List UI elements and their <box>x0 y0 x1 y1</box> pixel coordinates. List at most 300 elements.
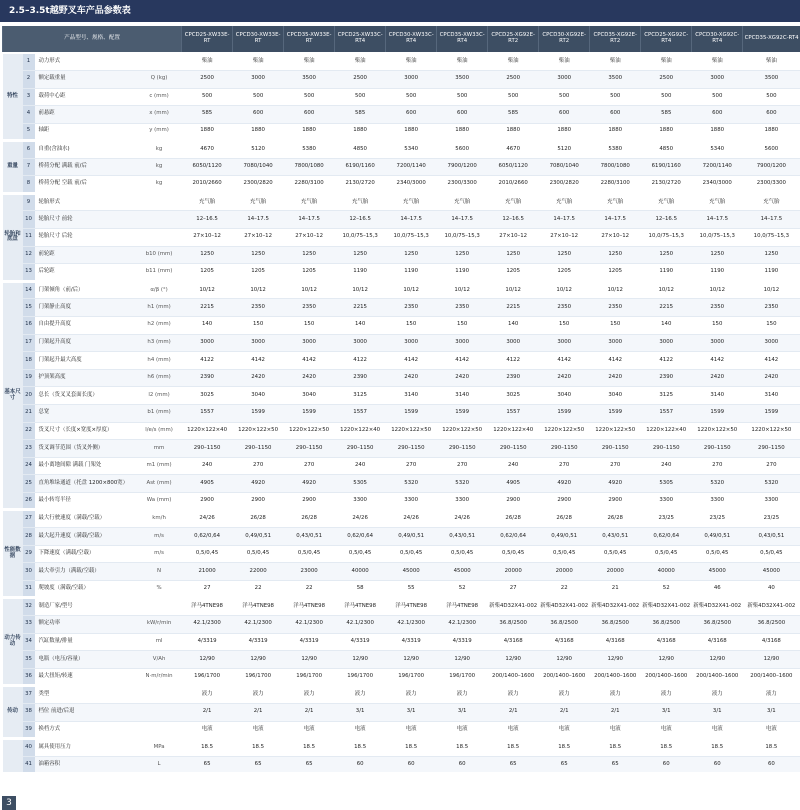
param-value: 4142 <box>386 352 437 370</box>
param-value: 充气胎 <box>539 193 590 211</box>
param-value: 10/12 <box>641 281 692 299</box>
param-value: 65 <box>488 756 539 774</box>
param-value: 充气胎 <box>743 193 800 211</box>
param-value: 150 <box>233 316 284 334</box>
param-value: 新柴4D32X41-002 <box>743 598 800 616</box>
param-value: 1599 <box>539 404 590 422</box>
param-name: 属具使用压力 <box>35 739 137 757</box>
table-row <box>3 88 800 106</box>
param-value: 0,62/0,64 <box>335 528 386 546</box>
param-value: 0,5/0,45 <box>743 545 800 563</box>
param-value: 150 <box>743 316 800 334</box>
param-value: 12/90 <box>335 651 386 669</box>
param-value: 7080/1040 <box>539 158 590 176</box>
param-value: 柴油 <box>233 53 284 71</box>
table-row <box>3 369 800 387</box>
param-value: 10/12 <box>590 281 641 299</box>
param-unit: m/s <box>137 528 182 546</box>
row-number: 22 <box>23 422 35 440</box>
param-value: 2350 <box>233 299 284 317</box>
param-value: 1880 <box>335 123 386 141</box>
param-value: 1205 <box>539 264 590 282</box>
param-value: 500 <box>437 88 488 106</box>
param-value: 150 <box>386 316 437 334</box>
param-value: 1599 <box>284 404 335 422</box>
param-value: 0,49/0,51 <box>386 528 437 546</box>
param-unit: l/e/s (mm) <box>137 422 182 440</box>
row-number: 34 <box>23 633 35 651</box>
param-value: 45000 <box>743 563 800 581</box>
param-value: 柴油 <box>743 53 800 71</box>
param-value: 新柴4D32X41-002 <box>692 598 743 616</box>
param-value: 1220×122×50 <box>233 422 284 440</box>
param-value: 2280/3100 <box>284 176 335 194</box>
param-value: 46 <box>692 580 743 598</box>
param-value: 290–1150 <box>692 440 743 458</box>
param-value: 电液 <box>743 721 800 739</box>
param-value: 1250 <box>539 246 590 264</box>
param-value: 2280/3100 <box>590 176 641 194</box>
row-number: 4 <box>23 106 35 124</box>
param-value: 26/28 <box>590 510 641 528</box>
table-row <box>3 510 800 528</box>
param-value: 140 <box>335 316 386 334</box>
param-value: 2010/2660 <box>182 176 233 194</box>
param-value: 2/1 <box>233 704 284 722</box>
param-value: 20000 <box>539 563 590 581</box>
param-value: 液力 <box>539 686 590 704</box>
param-value: 液力 <box>284 686 335 704</box>
param-value: 4670 <box>488 141 539 159</box>
param-value: 36.8/2500 <box>488 616 539 634</box>
param-value: 4850 <box>641 141 692 159</box>
param-value: 1250 <box>743 246 800 264</box>
param-value: 充气胎 <box>488 193 539 211</box>
param-value: 2390 <box>182 369 233 387</box>
param-value: 电液 <box>386 721 437 739</box>
param-name: 电瓶（电压/容量） <box>35 651 137 669</box>
table-row <box>3 352 800 370</box>
param-value: 42.1/2300 <box>233 616 284 634</box>
param-name: 换档方式 <box>35 721 137 739</box>
param-value: 柴油 <box>386 53 437 71</box>
table-row <box>3 53 800 71</box>
param-value: 26/28 <box>284 510 335 528</box>
param-value: 电液 <box>284 721 335 739</box>
row-number: 21 <box>23 404 35 422</box>
param-value: 4122 <box>182 352 233 370</box>
param-value: 电液 <box>233 721 284 739</box>
row-number: 37 <box>23 686 35 704</box>
param-value: 36.8/2500 <box>743 616 800 634</box>
param-value: 1599 <box>692 404 743 422</box>
param-value: 196/1700 <box>233 668 284 686</box>
param-value: 2350 <box>437 299 488 317</box>
param-value: 3125 <box>335 387 386 405</box>
param-value: 电液 <box>182 721 233 739</box>
param-value: 1220×122×40 <box>335 422 386 440</box>
param-unit: % <box>137 580 182 598</box>
param-value: 1190 <box>386 264 437 282</box>
param-value: 140 <box>488 316 539 334</box>
param-value: 0,5/0,45 <box>590 545 641 563</box>
table-row <box>3 387 800 405</box>
param-value: 27×10–12 <box>590 228 641 246</box>
param-value: 2300/2820 <box>233 176 284 194</box>
model-header: CPCD30-XW33E-RT <box>233 26 284 53</box>
param-value: 3000 <box>233 71 284 89</box>
param-unit: kW/r/min <box>137 616 182 634</box>
param-value: 2300/2820 <box>539 176 590 194</box>
param-value: 10/12 <box>182 281 233 299</box>
model-header: CPCD25-XW33E-RT <box>182 26 233 53</box>
param-value: 液力 <box>590 686 641 704</box>
param-unit: kg <box>137 141 182 159</box>
param-value: 1205 <box>488 264 539 282</box>
row-number: 20 <box>23 387 35 405</box>
param-value: 0,49/0,51 <box>692 528 743 546</box>
param-unit: N·m/r/min <box>137 668 182 686</box>
param-value: 22000 <box>233 563 284 581</box>
table-row <box>3 228 800 246</box>
param-value: 12/90 <box>641 651 692 669</box>
param-value: 0,43/0,51 <box>284 528 335 546</box>
param-value: 2500 <box>488 71 539 89</box>
param-value: 18.5 <box>233 739 284 757</box>
group-label: 动力传动 <box>3 598 23 686</box>
param-value: 洋马4TNE98 <box>335 598 386 616</box>
param-value: 290–1150 <box>743 440 800 458</box>
param-unit: h3 (mm) <box>137 334 182 352</box>
table-row <box>3 158 800 176</box>
param-value: 3140 <box>386 387 437 405</box>
param-value: 600 <box>743 106 800 124</box>
param-value: 290–1150 <box>539 440 590 458</box>
param-unit: kg <box>137 176 182 194</box>
param-value: 4/3168 <box>539 633 590 651</box>
param-value: 45000 <box>692 563 743 581</box>
param-value: 24/26 <box>182 510 233 528</box>
param-value: 24/26 <box>437 510 488 528</box>
param-value: 14–17.5 <box>284 211 335 229</box>
param-value: 3/1 <box>692 704 743 722</box>
param-value: 7900/1200 <box>437 158 488 176</box>
param-unit: MPa <box>137 739 182 757</box>
param-value: 1220×122×50 <box>692 422 743 440</box>
param-value: 1599 <box>437 404 488 422</box>
param-unit: L <box>137 756 182 774</box>
param-unit: h6 (mm) <box>137 369 182 387</box>
param-value: 3000 <box>539 334 590 352</box>
group-label: 轮胎和底盘 <box>3 193 23 281</box>
param-value: 0,5/0,45 <box>488 545 539 563</box>
param-value: 600 <box>692 106 743 124</box>
param-value: 3040 <box>539 387 590 405</box>
table-row <box>3 563 800 581</box>
param-value: 4142 <box>539 352 590 370</box>
param-name: 护顶架高度 <box>35 369 137 387</box>
table-row <box>3 123 800 141</box>
param-value: 150 <box>539 316 590 334</box>
param-value: 4142 <box>437 352 488 370</box>
param-name: 自重(含油水) <box>35 141 137 159</box>
param-value: 36.8/2500 <box>539 616 590 634</box>
param-value: 10/12 <box>539 281 590 299</box>
row-number: 29 <box>23 545 35 563</box>
param-unit: b10 (mm) <box>137 246 182 264</box>
param-value: 1250 <box>692 246 743 264</box>
row-number: 33 <box>23 616 35 634</box>
table-row <box>3 106 800 124</box>
param-unit: Ast (mm) <box>137 475 182 493</box>
param-value: 290–1150 <box>182 440 233 458</box>
param-value: 3000 <box>284 334 335 352</box>
table-row <box>3 141 800 159</box>
row-number: 31 <box>23 580 35 598</box>
param-value: 6050/1120 <box>182 158 233 176</box>
param-value: 5305 <box>641 475 692 493</box>
param-value: 45000 <box>437 563 488 581</box>
param-value: 2340/3000 <box>692 176 743 194</box>
param-value: 290–1150 <box>590 440 641 458</box>
param-value: 1599 <box>386 404 437 422</box>
param-value: 200/1400–1600 <box>488 668 539 686</box>
param-value: 2390 <box>335 369 386 387</box>
param-value: 27 <box>182 580 233 598</box>
param-value: 3500 <box>743 71 800 89</box>
row-number: 36 <box>23 668 35 686</box>
param-value: 0,5/0,45 <box>182 545 233 563</box>
param-value: 12/90 <box>743 651 800 669</box>
table-row <box>3 528 800 546</box>
param-value: 500 <box>488 88 539 106</box>
param-value: 12/90 <box>437 651 488 669</box>
row-number: 13 <box>23 264 35 282</box>
param-unit: h2 (mm) <box>137 316 182 334</box>
param-value: 液力 <box>233 686 284 704</box>
param-value: 55 <box>386 580 437 598</box>
param-value: 23000 <box>284 563 335 581</box>
param-value: 2420 <box>539 369 590 387</box>
param-value: 290–1150 <box>488 440 539 458</box>
param-value: 60 <box>641 756 692 774</box>
param-value: 2900 <box>233 492 284 510</box>
row-number: 24 <box>23 457 35 475</box>
param-unit <box>137 721 182 739</box>
param-value: 21000 <box>182 563 233 581</box>
param-name: 最大扭矩/转速 <box>35 668 137 686</box>
param-value: 电液 <box>641 721 692 739</box>
table-row <box>3 545 800 563</box>
param-value: 0,5/0,45 <box>692 545 743 563</box>
param-value: 1220×122×50 <box>590 422 641 440</box>
param-value: 1220×122×50 <box>743 422 800 440</box>
param-value: 1880 <box>437 123 488 141</box>
param-value: 600 <box>284 106 335 124</box>
param-value: 1880 <box>386 123 437 141</box>
param-value: 新柴4D32X41-002 <box>488 598 539 616</box>
row-number: 40 <box>23 739 35 757</box>
param-value: 1250 <box>284 246 335 264</box>
param-value: 充气胎 <box>335 193 386 211</box>
param-value: 1205 <box>233 264 284 282</box>
param-value: 3500 <box>284 71 335 89</box>
param-value: 4920 <box>284 475 335 493</box>
param-value: 12–16.5 <box>182 211 233 229</box>
param-value: 27×10–12 <box>488 228 539 246</box>
param-value: 7900/1200 <box>743 158 800 176</box>
param-value: 3300 <box>437 492 488 510</box>
param-unit: ml <box>137 633 182 651</box>
param-value: 柴油 <box>590 53 641 71</box>
param-value: 1250 <box>233 246 284 264</box>
param-name: 最小转弯半径 <box>35 492 137 510</box>
row-number: 10 <box>23 211 35 229</box>
param-value: 10/12 <box>233 281 284 299</box>
param-name: 货叉尺寸（长度×宽度×厚度） <box>35 422 137 440</box>
table-row <box>3 668 800 686</box>
param-value: 10/12 <box>692 281 743 299</box>
param-value: 290–1150 <box>641 440 692 458</box>
param-name: 前悬距 <box>35 106 137 124</box>
param-value: 电液 <box>335 721 386 739</box>
param-value: 52 <box>437 580 488 598</box>
param-value: 14–17.5 <box>743 211 800 229</box>
param-value: 4670 <box>182 141 233 159</box>
param-value: 洋马4TNE98 <box>437 598 488 616</box>
row-number: 17 <box>23 334 35 352</box>
model-header: CPCD30-XG92C-RT4 <box>692 26 743 53</box>
param-value: 36.8/2500 <box>692 616 743 634</box>
param-value: 4142 <box>233 352 284 370</box>
param-value: 2340/3000 <box>386 176 437 194</box>
param-value: 26/28 <box>539 510 590 528</box>
param-value: 150 <box>590 316 641 334</box>
param-value: 0,5/0,45 <box>539 545 590 563</box>
param-name: 桥荷分配 空载 前/后 <box>35 176 137 194</box>
param-name: 门架起升最大高度 <box>35 352 137 370</box>
param-value: 1205 <box>182 264 233 282</box>
param-value: 10/12 <box>437 281 488 299</box>
param-value: 196/1700 <box>182 668 233 686</box>
param-value: 12/90 <box>692 651 743 669</box>
param-value: 4920 <box>539 475 590 493</box>
param-value: 2350 <box>284 299 335 317</box>
param-value: 22 <box>539 580 590 598</box>
param-value: 10,0/75–15,3 <box>641 228 692 246</box>
param-value: 1250 <box>590 246 641 264</box>
param-value: 4/3168 <box>743 633 800 651</box>
row-number: 28 <box>23 528 35 546</box>
param-value: 4/3319 <box>284 633 335 651</box>
param-value: 液力 <box>182 686 233 704</box>
param-name: 额定功率 <box>35 616 137 634</box>
param-value: 45000 <box>386 563 437 581</box>
param-value: 18.5 <box>641 739 692 757</box>
param-value: 柴油 <box>692 53 743 71</box>
param-unit <box>137 228 182 246</box>
page-number: 3 <box>2 796 16 810</box>
param-name: 轮胎尺寸 后轮 <box>35 228 137 246</box>
row-number: 3 <box>23 88 35 106</box>
param-name: 爬坡度（满载/空载） <box>35 580 137 598</box>
param-value: 14–17.5 <box>539 211 590 229</box>
param-value: 充气胎 <box>692 193 743 211</box>
param-value: 240 <box>641 457 692 475</box>
row-number: 26 <box>23 492 35 510</box>
param-value: 2/1 <box>539 704 590 722</box>
row-number: 8 <box>23 176 35 194</box>
param-value: 充气胎 <box>284 193 335 211</box>
param-value: 4920 <box>590 475 641 493</box>
table-row <box>3 616 800 634</box>
param-value: 1190 <box>641 264 692 282</box>
param-value: 1190 <box>437 264 488 282</box>
param-value: 2/1 <box>590 704 641 722</box>
param-value: 柴油 <box>284 53 335 71</box>
param-value: 1880 <box>743 123 800 141</box>
param-value: 12/90 <box>233 651 284 669</box>
group-label: 性能数据 <box>3 510 23 598</box>
table-row <box>3 633 800 651</box>
param-unit: l2 (mm) <box>137 387 182 405</box>
param-value: 200/1400–1600 <box>692 668 743 686</box>
param-value: 27×10–12 <box>284 228 335 246</box>
row-number: 35 <box>23 651 35 669</box>
table-row <box>3 457 800 475</box>
table-row <box>3 281 800 299</box>
param-value: 充气胎 <box>590 193 641 211</box>
row-number: 11 <box>23 228 35 246</box>
param-value: 2300/3300 <box>437 176 488 194</box>
param-value: 2900 <box>182 492 233 510</box>
param-name: 动力形式 <box>35 53 137 71</box>
param-value: 1205 <box>284 264 335 282</box>
param-value: 10,0/75–15,3 <box>692 228 743 246</box>
table-row <box>3 264 800 282</box>
param-name: 最小离地间隙 满载 门架处 <box>35 457 137 475</box>
param-value: 500 <box>692 88 743 106</box>
param-value: 柴油 <box>488 53 539 71</box>
param-value: 1190 <box>692 264 743 282</box>
param-value: 500 <box>590 88 641 106</box>
param-value: 196/1700 <box>437 668 488 686</box>
param-name: 最大起升速度（满载/空载） <box>35 528 137 546</box>
param-value: 3/1 <box>335 704 386 722</box>
param-value: 洋马4TNE98 <box>284 598 335 616</box>
param-name: 类型 <box>35 686 137 704</box>
param-value: 14–17.5 <box>437 211 488 229</box>
param-unit <box>137 686 182 704</box>
param-value: 柴油 <box>182 53 233 71</box>
row-number: 38 <box>23 704 35 722</box>
row-number: 9 <box>23 193 35 211</box>
param-value: 40000 <box>641 563 692 581</box>
param-value: 3025 <box>488 387 539 405</box>
param-value: 3300 <box>692 492 743 510</box>
param-unit <box>137 193 182 211</box>
param-value: 3000 <box>182 334 233 352</box>
param-value: 150 <box>692 316 743 334</box>
param-unit: Q (kg) <box>137 71 182 89</box>
table-row <box>3 422 800 440</box>
param-value: 液力 <box>743 686 800 704</box>
param-value: 290–1150 <box>233 440 284 458</box>
param-value: 270 <box>437 457 488 475</box>
param-value: 4/3168 <box>641 633 692 651</box>
param-value: 24/26 <box>335 510 386 528</box>
param-value: 0,43/0,51 <box>590 528 641 546</box>
